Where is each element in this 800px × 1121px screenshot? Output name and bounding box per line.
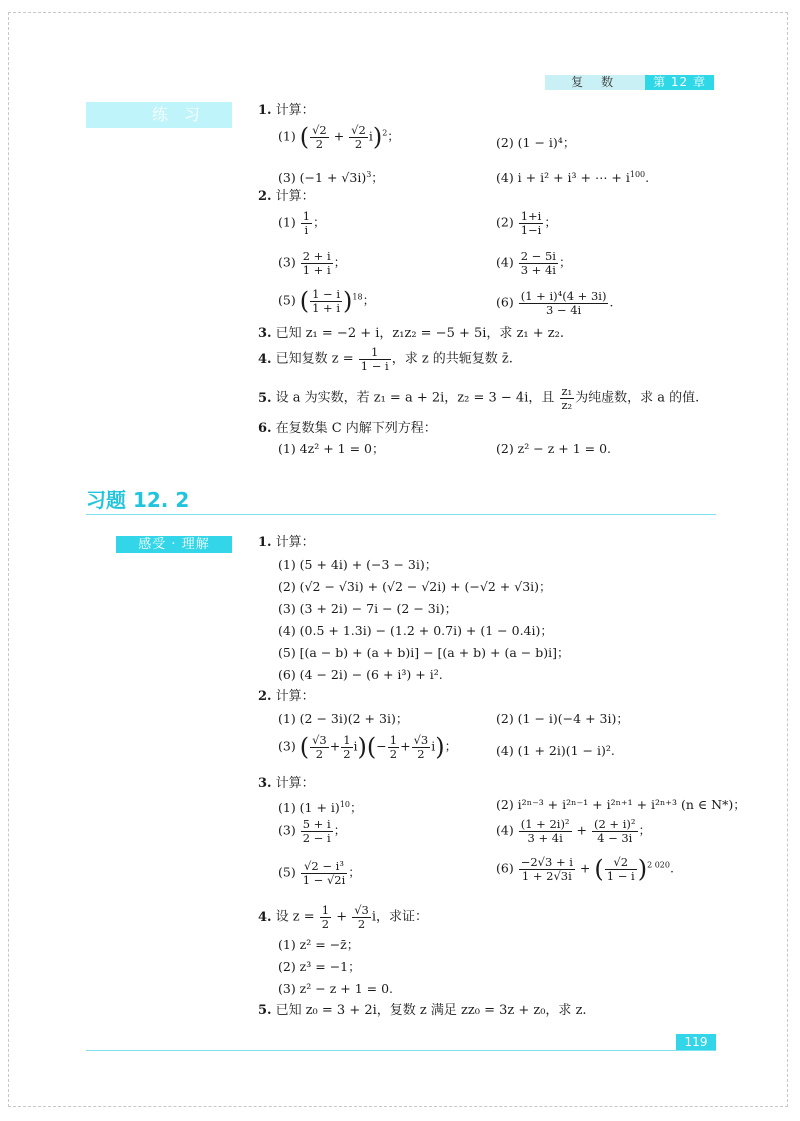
exercise-q2: 2. 计算： [258, 689, 315, 704]
exercise-q1-item: (5) [(a − b) + (a + b)i] − [(a + b) + (a − b)i]； [278, 645, 570, 660]
practice-q2-item2: (2) $\frac{1+i}{1-i}$ ； [496, 209, 557, 237]
practice-q2: 2. 计算： [258, 189, 315, 204]
section-divider [86, 514, 716, 515]
section-title: 习题 12. 2 [86, 488, 190, 512]
practice-q6-item2: (2) z² − z + 1 = 0. [496, 441, 612, 456]
exercise-q3-item3: (3) $\frac{5 + i}{2 - i}$ ； [278, 817, 347, 845]
exercise-q2-item1: (1) (2 − 3i)(2 + 3i)； [278, 711, 409, 726]
exercise-q3-item4: (4) $\frac{\text{(1 + 2i)²}}{3 + 4i}$ + $\frac{\text{(2 + i)²}}{4 - 3i}$ ； [496, 817, 652, 845]
footer-divider [86, 1050, 716, 1051]
practice-q2-item4: (4) $\frac{2 - 5i}{3 + 4i}$ ； [496, 249, 572, 277]
exercise-q1-item: (6) (4 − 2i) − (6 + i³) + i². [278, 667, 443, 682]
exercise-q1-item: (4) (0.5 + 1.3i) − (1.2 + 0.7i) + (1 − 0.4i)； [278, 623, 553, 638]
practice-q1-item3: (3) $(-1 + √3i)^3$； [278, 170, 384, 186]
chapter-tag [545, 75, 714, 90]
exercise-q3-item1: (1) $(1 + i)^{10}$； [278, 800, 363, 816]
practice-q6-item1: (1) 4z² + 1 = 0； [278, 441, 385, 456]
question-number: 1. [258, 103, 272, 118]
exercise-q5: 5. 已知 z₀ = 3 + 2i，复数 z 满足 zz₀ = 3z + z₀，求 z. [258, 1003, 587, 1018]
sub-section-label: 感受 · 理解 [116, 536, 232, 553]
practice-q1-item1: (1) ( $\frac{√2}{2}$ + $\frac{√2}{2}$ i)$^2$； [278, 123, 400, 152]
exercise-q4: 4. 设 z = $\frac{1}{2}$ + $\frac{√3}{2}$ i，求证： [258, 903, 429, 931]
chapter-number: 第 12 章 [645, 75, 714, 90]
practice-q3: 3. 已知 z₁ = −2 + i，z₁z₂ = −5 + 5i，求 z₁ + z₂. [258, 326, 564, 341]
exercise-q3-item2: (2) i²ⁿ⁻³ + i²ⁿ⁻¹ + i²ⁿ⁺¹ + i²ⁿ⁺³ (n ∈ N*)； [496, 797, 746, 812]
practice-q1 [258, 102, 315, 120]
practice-q1-item2: (2) (1 − i)⁴； [496, 135, 576, 150]
exercise-q2-item2: (2) (1 − i)(−4 + 3i)； [496, 711, 629, 726]
exercise-q1-item: (1) (5 + 4i) + (−3 − 3i)； [278, 557, 438, 572]
exercise-q4-item: (3) z² − z + 1 = 0. [278, 981, 394, 996]
exercise-q3: 3. 计算： [258, 776, 315, 791]
practice-q1-item4: (4) i + i² + i³ + ⋯ + $i^{100}$. [496, 170, 650, 186]
practice-q6: 6. 在复数集 C 内解下列方程： [258, 421, 437, 436]
practice-q2-item1: (1) $\frac{1}{i}$ ； [278, 209, 326, 237]
practice-q2-item3: (3) $\frac{2 + i}{1 + i}$ ； [278, 249, 347, 277]
exercise-q1-item: (3) (3 + 2i) − 7i − (2 − 3i)； [278, 601, 458, 616]
exercise-q3-item5: (5) $\frac{\text{√2 − i³}}{1 - √2i}$ ； [278, 859, 361, 887]
chapter-name: 复数 [545, 75, 645, 90]
exercise-q2-item3: (3) ( $\frac{√3}{2}$ + $\frac{1}{2}$ i)(− $\frac{1}{2}$ + $\frac{√3}{2}$ i)； [278, 733, 458, 762]
exercise-q1-item: (2) (√2 − √3i) + (√2 − √2i) + (−√2 + √3i)； [278, 579, 552, 594]
practice-q2-item5: (5) ( $\frac{1 - i}{1 + i}$ )$^{18}$； [278, 287, 376, 316]
practice-q2-item6: (6) $\frac{\text{(1 + i)⁴(4 + 3i)}}{3 - 4i}$ . [496, 289, 614, 317]
practice-label: 练习 [86, 102, 232, 128]
practice-q5: 5. 设 a 为实数，若 z₁ = a + 2i，z₂ = 3 − 4i，且 $\frac{\text{z₁}}{\text{z₂}}$ 为纯虚数，求 a 的值. [258, 384, 700, 412]
exercise-q3-item6: (6) $\frac{-2√3 + i}{1 + 2√3i}$ + ( $\frac{√2}{1 - i}$ )$^{2 020}$. [496, 855, 674, 884]
exercise-q4-item: (2) z³ = −1； [278, 959, 361, 974]
question-text: 计算： [275, 103, 315, 118]
practice-q4: 4. 已知复数 z = $\frac{1}{1 - i}$ ，求 z 的共轭复数 z̄. [258, 345, 513, 373]
page-number: 119 [676, 1034, 716, 1050]
exercise-q1: 1. 计算： [258, 535, 315, 550]
exercise-q2-item4: (4) (1 + 2i)(1 − i)². [496, 743, 615, 758]
exercise-q4-item: (1) z² = −z̄； [278, 937, 360, 952]
